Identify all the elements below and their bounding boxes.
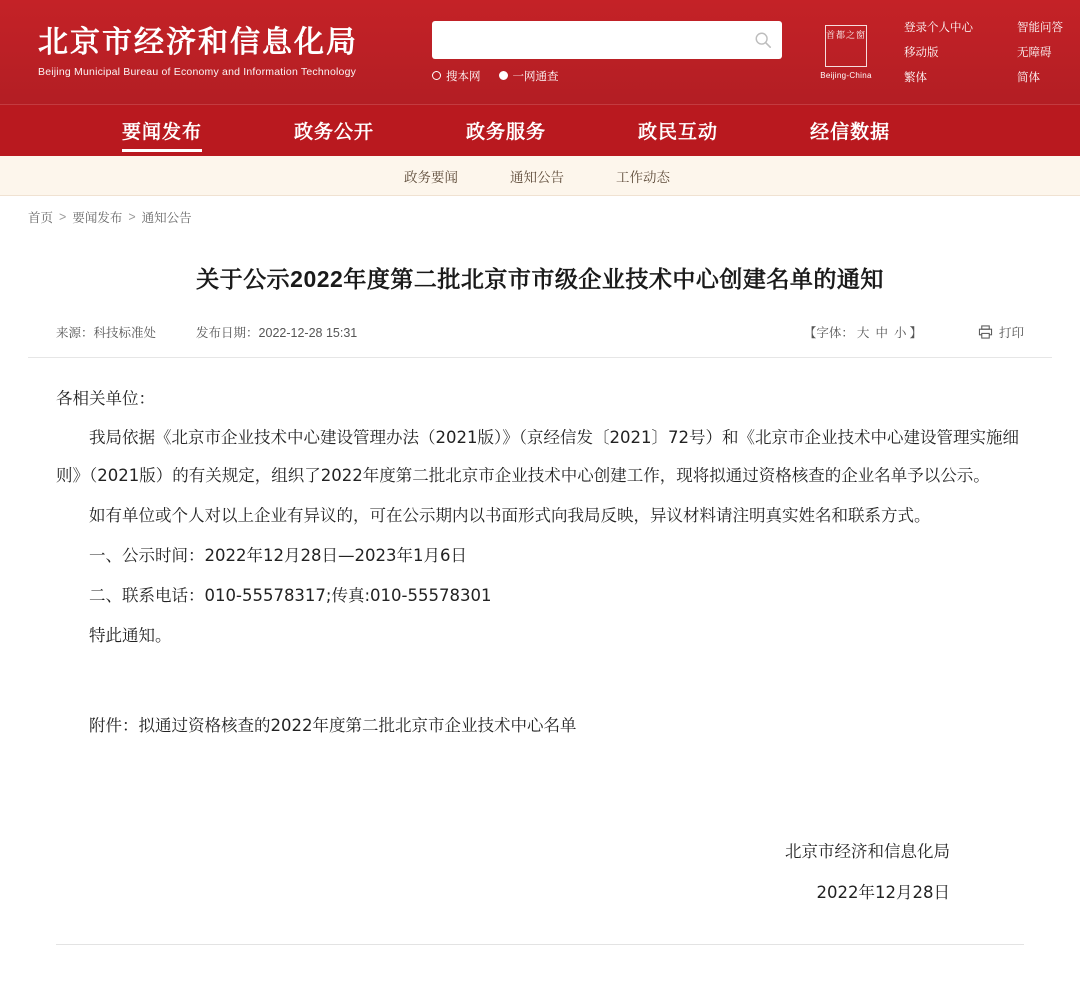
- font-size-small[interactable]: 小: [893, 325, 907, 340]
- emblem-icon: 首都之窗: [825, 25, 867, 67]
- article-meta: [28, 319, 1052, 358]
- article-paragraph-3: 一、公示时间：2022年12月28日—2023年1月6日: [89, 546, 467, 566]
- breadcrumb-item-yaowenfabu[interactable]: 要闻发布: [72, 211, 123, 225]
- site-logo-title: 北京市经济和信息化局: [38, 25, 358, 59]
- breadcrumb-separator-2: >: [128, 210, 136, 224]
- header-link-login[interactable]: 登录个人中心: [904, 22, 973, 34]
- font-size-large[interactable]: 大: [856, 325, 870, 340]
- search-option-network[interactable]: [499, 68, 559, 84]
- article-paragraph-5: 特此通知。: [89, 626, 172, 646]
- search-icon[interactable]: [754, 31, 772, 49]
- article-meta-actions: [804, 323, 1024, 341]
- article-source-value: 科技标准处: [93, 325, 157, 340]
- font-size-label: 【字体：: [803, 325, 854, 340]
- nav-item-zhengwufuwu[interactable]: 政务服务: [466, 122, 547, 143]
- article-paragraph-0: 各相关单位：: [56, 388, 155, 408]
- emblem-caption: Beijing-China: [820, 70, 872, 80]
- article-date-label: 发布日期：: [196, 325, 259, 340]
- font-size-medium[interactable]: 中: [875, 325, 888, 340]
- header-link-traditional[interactable]: 繁体: [904, 72, 927, 84]
- site-logo[interactable]: [24, 26, 384, 79]
- printer-icon: [978, 325, 993, 339]
- subnav-item-zhengwuyaowen[interactable]: 政务要闻: [404, 169, 458, 185]
- search-scope-options: [432, 68, 782, 84]
- breadcrumb-separator-1: >: [59, 210, 67, 224]
- page-title: 关于公示2022年度第二批北京市市级企业技术中心创建名单的通知: [196, 266, 884, 292]
- article-date: [196, 323, 357, 341]
- nav-item-zhengwugongkai[interactable]: 政务公开: [294, 122, 375, 143]
- article-source-label: 来源：: [56, 325, 94, 340]
- subnav-item-gongzuodongtai[interactable]: 工作动态: [616, 169, 670, 185]
- signature-organization: 北京市经济和信息化局: [785, 842, 950, 861]
- radio-icon-network[interactable]: [499, 71, 508, 80]
- sub-nav: [0, 156, 1080, 196]
- footer-divider: [56, 944, 1024, 945]
- nav-item-jingxinshuju[interactable]: 经信数据: [810, 122, 891, 143]
- article-signature: [56, 831, 1024, 914]
- signature-date: 2022年12月28日: [816, 883, 950, 903]
- search-block: [432, 21, 782, 84]
- article: [0, 238, 1080, 914]
- nav-item-yaowenfabu[interactable]: 要闻发布: [76, 105, 248, 156]
- header-link-mobile[interactable]: 移动版: [904, 47, 939, 59]
- subnav-item-tongzhigonggao[interactable]: 通知公告: [510, 169, 564, 185]
- radio-icon-site[interactable]: [432, 71, 441, 80]
- header-utility-links: [904, 19, 1063, 85]
- search-bar[interactable]: [432, 21, 782, 59]
- search-option-network-label: 一网通查: [512, 70, 559, 83]
- article-date-value: 2022-12-28 15:31: [258, 325, 358, 340]
- font-size-close-bracket: 】: [909, 325, 922, 340]
- main-nav: [0, 104, 1080, 156]
- breadcrumb: [0, 196, 1080, 238]
- beijing-china-emblem[interactable]: [818, 25, 874, 80]
- breadcrumb-item-tongzhigonggao[interactable]: 通知公告: [141, 211, 192, 225]
- print-label: 打印: [998, 325, 1024, 340]
- search-option-site-label: 搜本网: [446, 70, 481, 83]
- article-attachment[interactable]: 附件：拟通过资格核查的2022年度第二批北京市企业技术中心名单: [89, 716, 577, 736]
- article-body: [56, 358, 1024, 914]
- site-header: [0, 0, 1080, 104]
- article-paragraph-1: 我局依据《北京市企业技术中心建设管理办法（2021版）》（京经信发〔2021〕72号）和《北京市企业技术中心建设管理实施细则》（2021版）的有关规定，组织了2022年度第二批北京市企业技术中心创建工作，现将拟通过资格核查的企业名单予以公示。: [56, 428, 1019, 486]
- article-paragraph-2: 如有单位或个人对以上企业有异议的，可在公示期内以书面形式向我局反映，异议材料请注明真实姓名和联系方式。: [89, 506, 931, 526]
- search-input[interactable]: [444, 21, 754, 59]
- print-button[interactable]: [978, 323, 1024, 341]
- header-link-accessibility[interactable]: 无障碍: [1017, 47, 1052, 59]
- article-paragraph-4: 二、联系电话：010-55578317;传真:010-55578301: [89, 586, 492, 606]
- header-link-smart-qa[interactable]: 智能问答: [1017, 22, 1063, 34]
- breadcrumb-item-home[interactable]: 首页: [28, 211, 54, 225]
- site-logo-subtitle: Beijing Municipal Bureau of Economy and Information Technology: [38, 66, 357, 79]
- article-source: [56, 323, 156, 341]
- font-size-control: [804, 323, 922, 341]
- search-option-site[interactable]: [432, 68, 481, 84]
- header-link-simplified[interactable]: 简体: [1017, 72, 1040, 84]
- nav-item-zhengminhudong[interactable]: 政民互动: [638, 122, 719, 143]
